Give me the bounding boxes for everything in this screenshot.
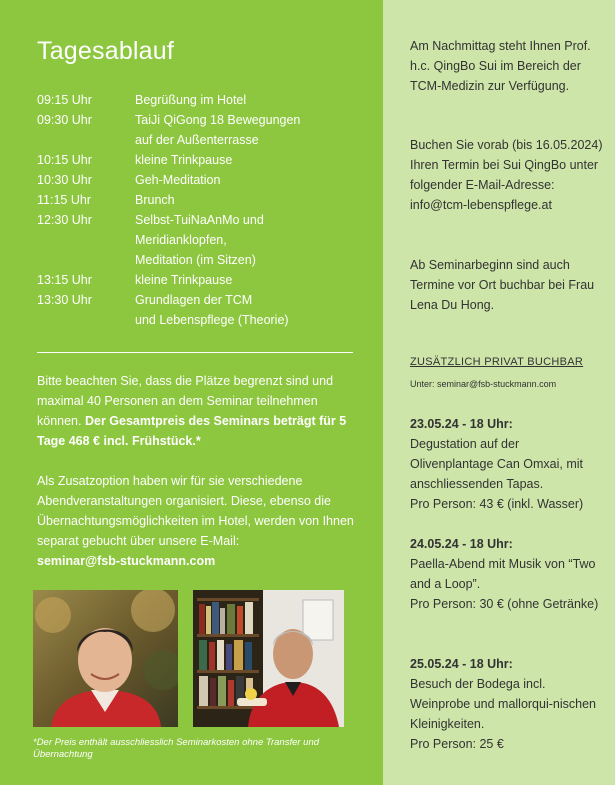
- event-description: Besuch der Bodega incl. Weinprobe und mallorqui-nischen Kleinigkeiten.: [410, 677, 596, 731]
- event-date: 23.05.24 - 18 Uhr:: [410, 417, 513, 431]
- tcm-consult-paragraph: Am Nachmittag steht Ihnen Prof. h.c. QingBo Sui im Bereich der TCM-Medizin zur Verfügung.: [410, 39, 591, 93]
- schedule-time: 09:15 Uhr: [37, 93, 92, 107]
- schedule-row: [37, 290, 357, 330]
- schedule-activity: TaiJi QiGong 18 Bewegungen auf der Außenterrasse: [135, 113, 301, 147]
- evening-options-text: Als Zusatzoption haben wir für sie verschiedene Abendveranstaltungen organisiert. Diese, ebenso die Übernachtungsmöglichkeiten im Hotel, werden von Ihnen separat gebucht über unsere E-Mail:: [37, 474, 354, 548]
- schedule-time: 12:30 Uhr: [37, 213, 92, 227]
- extra-bookable-heading: ZUSÄTZLICH PRIVAT BUCHBAR: [410, 356, 584, 368]
- contact-email: seminar@fsb-stuckmann.com: [37, 554, 216, 568]
- event-price: Pro Person: 25 €: [410, 737, 504, 751]
- schedule-activity: kleine Trinkpause: [135, 153, 233, 167]
- schedule-time: 10:15 Uhr: [37, 153, 92, 167]
- schedule-time: 13:15 Uhr: [37, 273, 92, 287]
- price-footnote: *Der Preis enthält ausschliesslich Seminarkosten ohne Transfer und Übernachtung: [33, 737, 320, 760]
- portrait-photo-man: [193, 590, 344, 727]
- onsite-booking-paragraph: Ab Seminarbeginn sind auch Termine vor Ort buchbar bei Frau Lena Du Hong.: [410, 258, 595, 312]
- event-price: Pro Person: 30 € (ohne Getränke): [410, 597, 599, 611]
- evening-options-paragraph: [37, 471, 357, 571]
- portrait-photo-woman: [33, 590, 178, 727]
- schedule-activity: Brunch: [135, 193, 175, 207]
- event-description: Degustation auf der Olivenplantage Can Omxai, mit anschliessenden Tapas.: [410, 437, 583, 491]
- event-price: Pro Person: 43 € (inkl. Wasser): [410, 497, 584, 511]
- schedule-row: [37, 210, 357, 270]
- section-divider: [37, 352, 353, 353]
- page-title: Tagesablauf: [37, 37, 175, 65]
- event-description: Paella-Abend mit Musik von “Two and a Loop”.: [410, 557, 596, 591]
- schedule-list: [37, 90, 357, 330]
- portrait-man-image: [193, 590, 344, 727]
- seminar-info-paragraph: [37, 371, 357, 451]
- event-item: [410, 654, 605, 754]
- schedule-row: [37, 190, 357, 210]
- schedule-activity: Grundlagen der TCM und Lebenspflege (Theorie): [135, 293, 289, 327]
- schedule-activity: kleine Trinkpause: [135, 273, 233, 287]
- schedule-row: [37, 110, 357, 150]
- schedule-time: 13:30 Uhr: [37, 293, 92, 307]
- extra-bookable-contact: Unter: seminar@fsb-stuckmann.com: [410, 379, 557, 389]
- schedule-row: [37, 170, 357, 190]
- seminar-price-text: Der Gesamtpreis des Seminars beträgt für 5 Tage 468 € incl. Frühstück.*: [37, 414, 347, 448]
- schedule-activity: Begrüßung im Hotel: [135, 93, 247, 107]
- event-item: [410, 534, 605, 614]
- booking-paragraph: Buchen Sie vorab (bis 16.05.2024) Ihren Termin bei Sui QingBo unter folgender E-Mail-Adresse: info@tcm-lebenspflege.at: [410, 138, 603, 212]
- schedule-time: 10:30 Uhr: [37, 173, 92, 187]
- event-date: 25.05.24 - 18 Uhr:: [410, 657, 513, 671]
- seminar-info-text: Bitte beachten Sie, dass die Plätze begrenzt sind und maximal 40 Personen an dem Seminar teilnehmen können.: [37, 374, 334, 428]
- schedule-activity: Geh-Meditation: [135, 173, 221, 187]
- schedule-time: 09:30 Uhr: [37, 113, 92, 127]
- schedule-row: [37, 150, 357, 170]
- schedule-row: [37, 270, 357, 290]
- schedule-time: 11:15 Uhr: [37, 193, 91, 207]
- portrait-woman-image: [33, 590, 178, 727]
- event-date: 24.05.24 - 18 Uhr:: [410, 537, 513, 551]
- schedule-row: [37, 90, 357, 110]
- event-item: [410, 414, 605, 514]
- schedule-activity: Selbst-TuiNaAnMo und Meridianklopfen, Meditation (im Sitzen): [135, 213, 264, 267]
